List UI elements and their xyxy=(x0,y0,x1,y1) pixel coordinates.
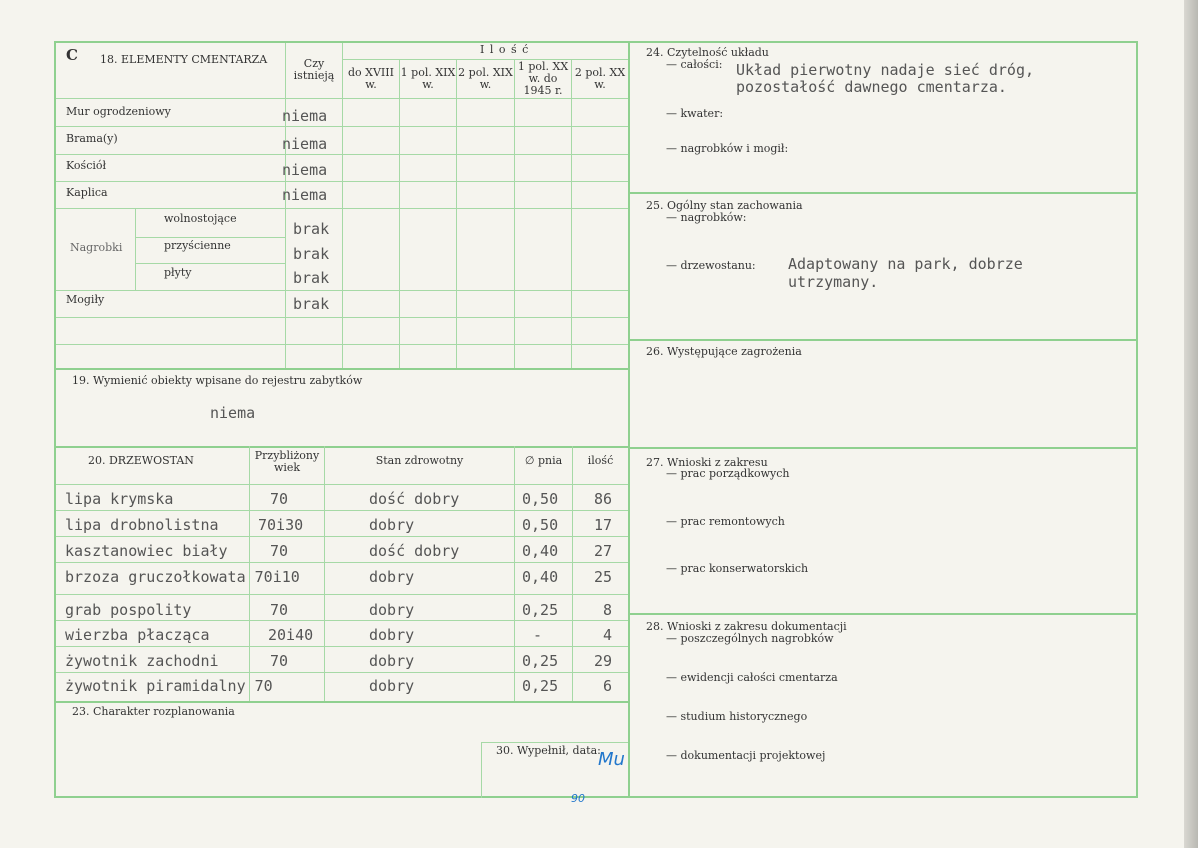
tree-count: 27 xyxy=(594,542,613,560)
s23-title: 23. Charakter rozplanowania xyxy=(72,705,235,718)
date-note: 90 xyxy=(571,792,585,805)
tree-trunk: 0,25 xyxy=(522,601,559,619)
s25-trees-label: — drzewostanu: xyxy=(666,259,756,272)
period-1: do XVIII w. xyxy=(348,66,394,91)
col-qty: I l o ś ć xyxy=(480,43,530,56)
nagrobki-label: Nagrobki xyxy=(70,241,123,254)
row-label-brama: Brama(y) xyxy=(66,132,118,145)
tree-health: dobry xyxy=(369,626,415,644)
col-trunk: ∅ pnia xyxy=(524,454,563,467)
s25-title: 25. Ogólny stan zachowania xyxy=(646,199,803,212)
col-age: Przybliżony wiek xyxy=(254,449,320,474)
s26-title: 26. Występujące zagrożenia xyxy=(646,345,802,358)
tree-health: dobry xyxy=(369,601,415,619)
tree-name: kasztanowiec biały xyxy=(65,542,228,560)
tree-name: wierzba płacząca xyxy=(65,626,210,644)
tree-health: dość dobry xyxy=(369,542,460,560)
period-4: 1 pol. XX w. do 1945 r. xyxy=(517,60,569,97)
tree-health: dość dobry xyxy=(369,490,460,508)
signature: Mu xyxy=(598,749,625,770)
tree-trunk: 0,40 xyxy=(522,542,559,560)
tree-age: 70 xyxy=(270,542,289,560)
tree-count: 25 xyxy=(594,568,613,586)
s28-item-3: — studium historycznego xyxy=(666,710,808,723)
s27-item-2: — prac remontowych xyxy=(666,515,785,528)
period-3: 2 pol. XIX w. xyxy=(458,66,513,91)
tree-count: 6 xyxy=(603,677,613,695)
nagrobki-row-1-label: wolnostojące xyxy=(164,212,237,225)
col-health: Stan zdrowotny xyxy=(375,454,464,467)
tree-age: 70 xyxy=(270,652,289,670)
mogily-label: Mogiły xyxy=(66,293,105,306)
tree-health: dobry xyxy=(369,568,415,586)
period-2: 1 pol. XIX w. xyxy=(400,66,456,91)
row-value-kaplica: niema xyxy=(282,186,328,204)
tree-count: 4 xyxy=(603,626,613,644)
s24-overall-value-1: Układ pierwotny nadaje sieć dróg, xyxy=(736,61,1035,79)
tree-name: lipa krymska xyxy=(65,490,174,508)
s24-overall-value-2: pozostałość dawnego cmentarza. xyxy=(736,78,1007,96)
tree-trunk: - xyxy=(533,626,543,644)
tree-count: 29 xyxy=(594,652,613,670)
tree-age: 70i30 xyxy=(258,516,304,534)
s28-item-1: — poszczególnych nagrobków xyxy=(666,632,834,645)
tree-health: dobry xyxy=(369,516,415,534)
tree-name: grab pospolity xyxy=(65,601,192,619)
s28-item-4: — dokumentacji projektowej xyxy=(666,749,826,762)
row-value-brama: niema xyxy=(282,135,328,153)
s19-title: 19. Wymienić obiekty wpisane do rejestru zabytków xyxy=(72,374,363,387)
s28-item-2: — ewidencji całości cmentarza xyxy=(666,671,838,684)
row-label-kosciol: Kościół xyxy=(66,159,107,172)
s25-trees-value-2: utrzymany. xyxy=(788,273,879,291)
tree-trunk: 0,25 xyxy=(522,677,559,695)
tree-count: 86 xyxy=(594,490,613,508)
tree-trunk: 0,40 xyxy=(522,568,559,586)
s25-tombs-label: — nagrobków: xyxy=(666,211,747,224)
nagrobki-row-3-value: brak xyxy=(293,269,330,287)
s24-graves-label: — nagrobków i mogił: xyxy=(666,142,789,155)
s20-title: 20. DRZEWOSTAN xyxy=(88,454,194,467)
tree-health: dobry xyxy=(369,677,415,695)
s25-trees-value-1: Adaptowany na park, dobrze xyxy=(788,255,1023,273)
tree-name: brzoza gruczołkowata 70i10 xyxy=(65,568,300,586)
period-5: 2 pol. XX w. xyxy=(574,66,626,91)
tree-trunk: 0,50 xyxy=(522,490,559,508)
col-count: ilość xyxy=(587,454,614,467)
row-value-kosciol: niema xyxy=(282,161,328,179)
nagrobki-row-3-label: płyty xyxy=(164,266,192,279)
tree-age: 70 xyxy=(270,490,289,508)
tree-trunk: 0,50 xyxy=(522,516,559,534)
tree-name: żywotnik piramidalny 70 xyxy=(65,677,273,695)
nagrobki-row-2-value: brak xyxy=(293,245,330,263)
tree-age: 70 xyxy=(270,601,289,619)
s24-overall-label: — całości: xyxy=(666,58,723,71)
tree-count: 17 xyxy=(594,516,613,534)
s30-title: 30. Wypełnił, data: xyxy=(496,744,601,757)
mogily-value: brak xyxy=(293,295,330,313)
section-letter: C xyxy=(66,46,78,64)
s27-item-3: — prac konserwatorskich xyxy=(666,562,809,575)
s28-title: 28. Wnioski z zakresu dokumentacji xyxy=(646,620,847,633)
tree-age: 20i40 xyxy=(268,626,314,644)
tree-health: dobry xyxy=(369,652,415,670)
s19-value: niema xyxy=(210,404,256,422)
nagrobki-row-2-label: przyścienne xyxy=(164,239,231,252)
s24-title: 24. Czytelność układu xyxy=(646,46,769,59)
row-label-mur: Mur ogrodzeniowy xyxy=(66,105,171,118)
row-label-kaplica: Kaplica xyxy=(66,186,108,199)
s27-title: 27. Wnioski z zakresu xyxy=(646,456,768,469)
row-value-mur: niema xyxy=(282,107,328,125)
s27-item-1: — prac porządkowych xyxy=(666,467,790,480)
nagrobki-row-1-value: brak xyxy=(293,220,330,238)
col-exists: Czy istnieją xyxy=(293,57,335,82)
tree-count: 8 xyxy=(603,601,613,619)
s24-quarters-label: — kwater: xyxy=(666,107,724,120)
s18-title: 18. ELEMENTY CMENTARZA xyxy=(100,53,268,66)
tree-name: lipa drobnolistna xyxy=(65,516,219,534)
tree-name: żywotnik zachodni xyxy=(65,652,219,670)
tree-trunk: 0,25 xyxy=(522,652,559,670)
